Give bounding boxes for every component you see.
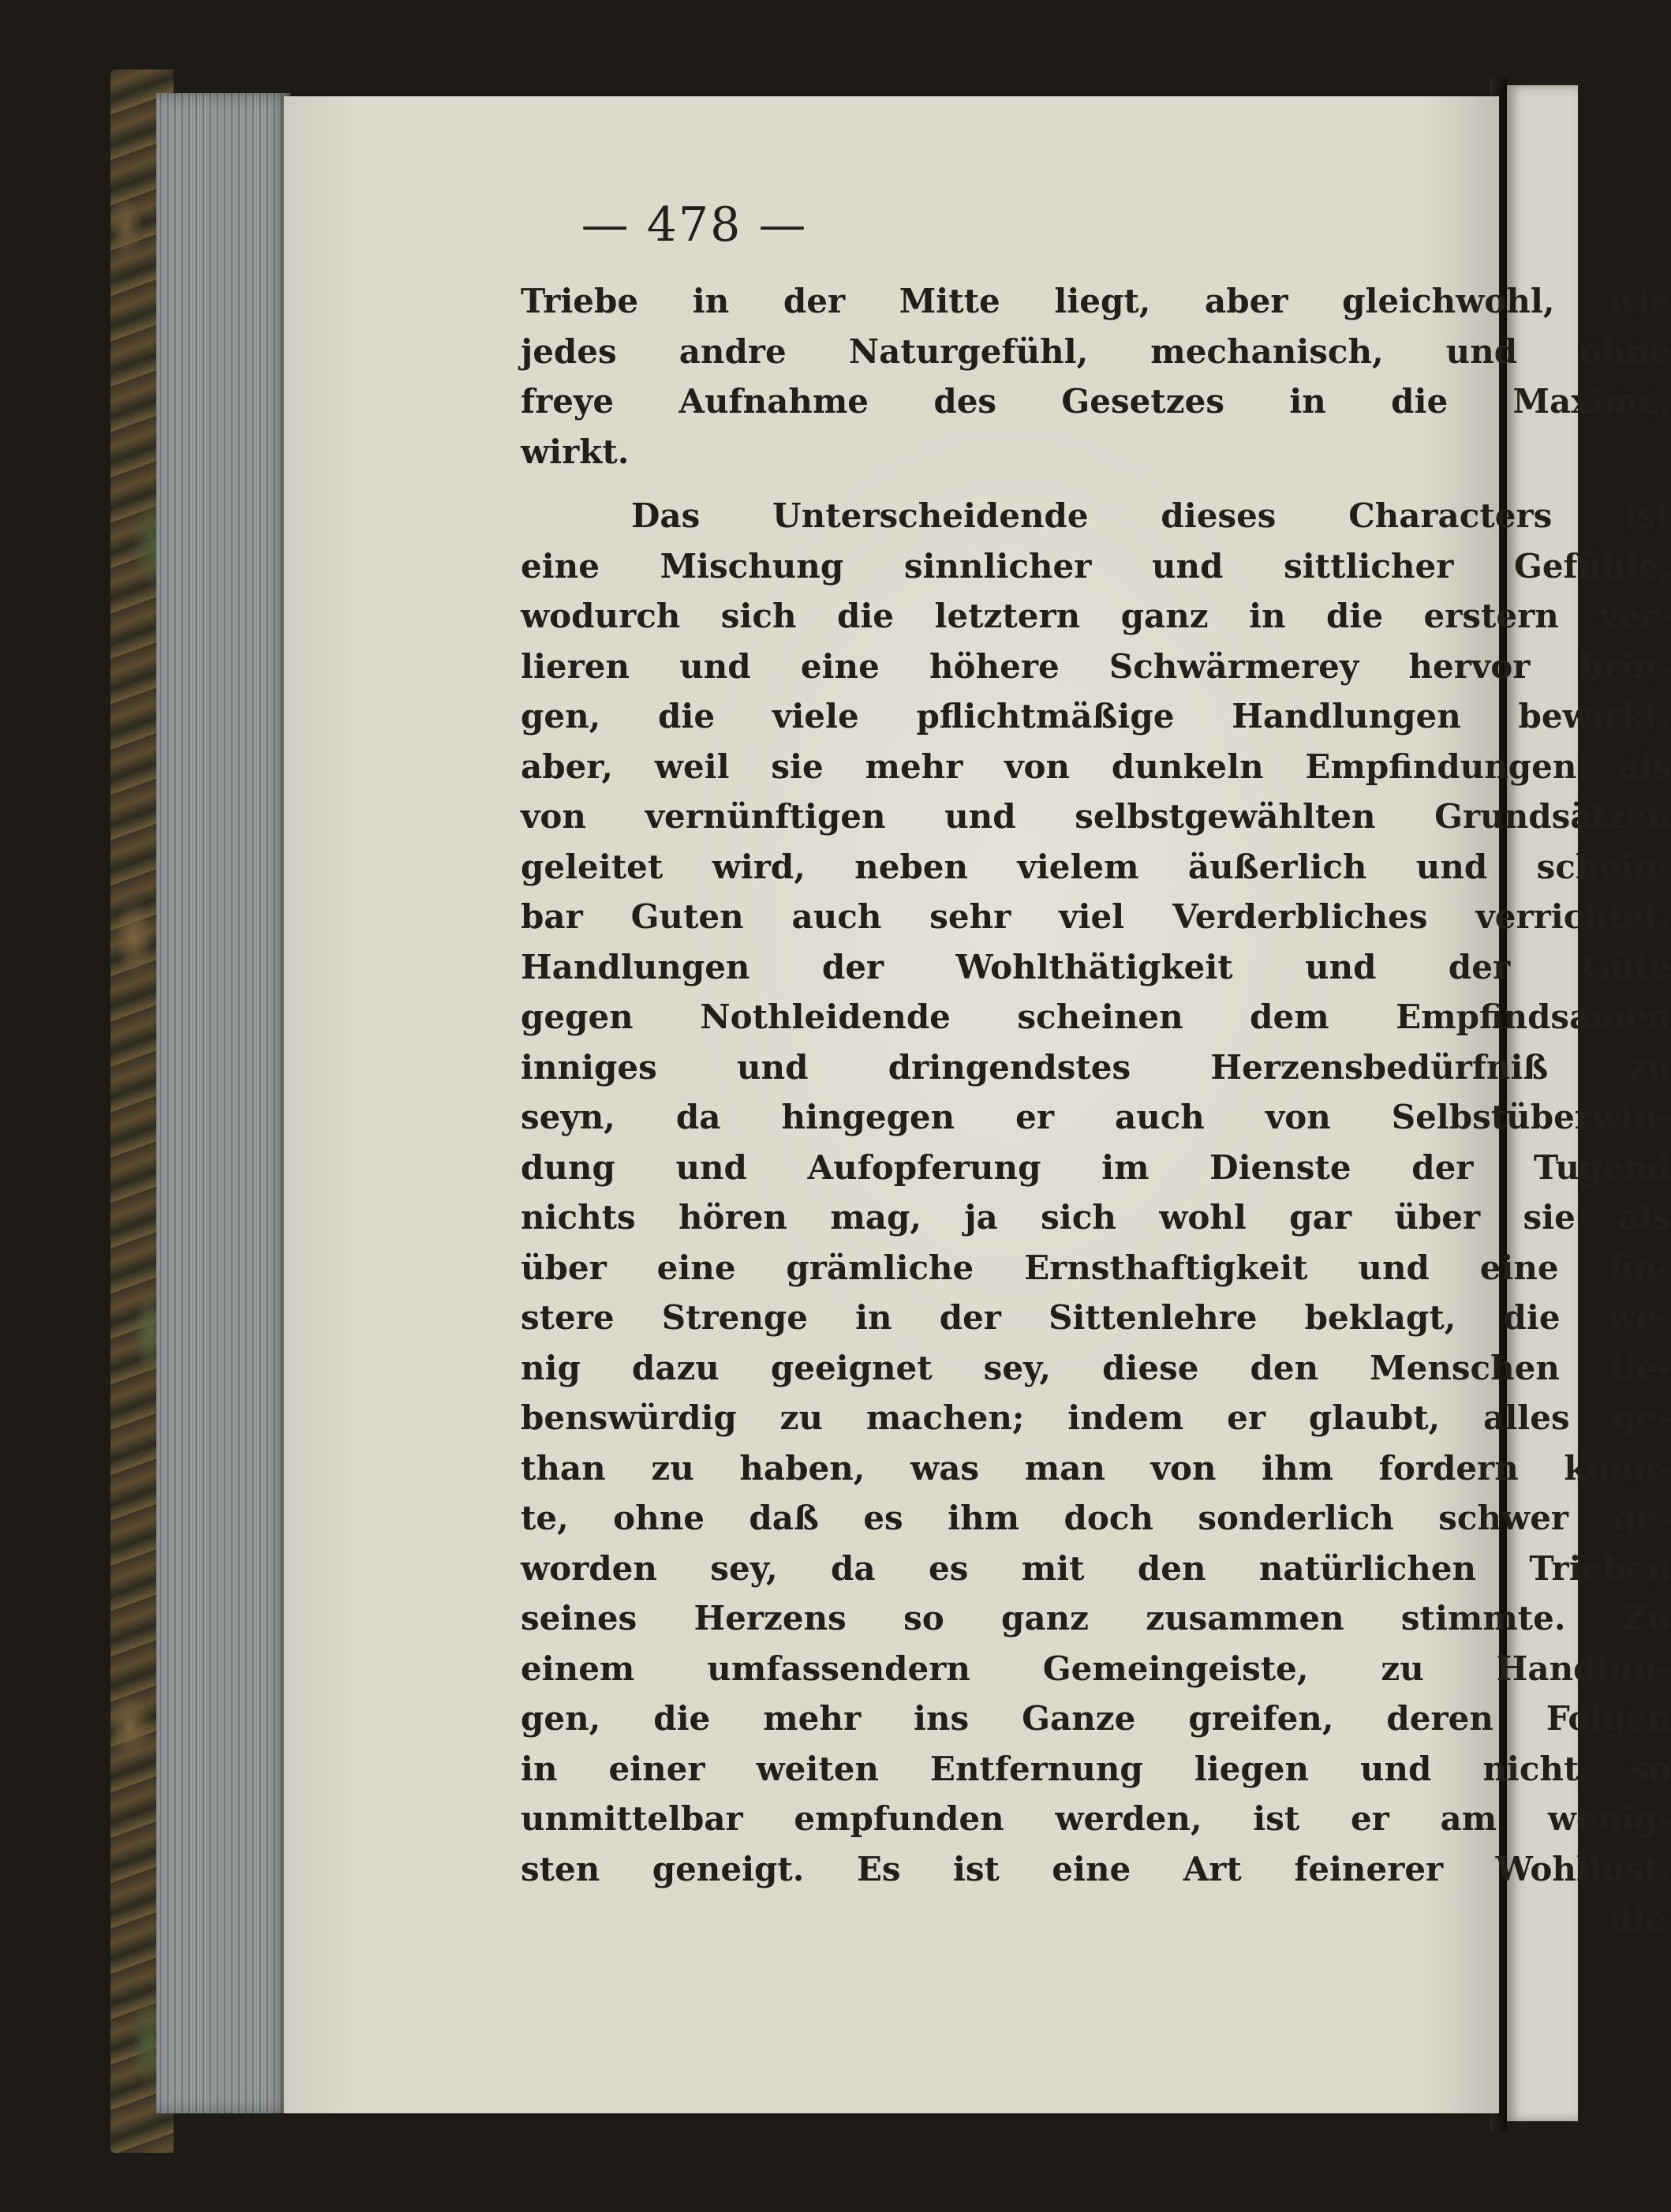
- text-line: geleitet wird, neben vielem äußerlich und schein-: [521, 847, 1671, 886]
- text-line: wodurch sich die letztern ganz in die erstern ver-: [521, 597, 1671, 635]
- text-line: seyn, da hingegen er auch von Selbstüberwin-: [521, 1098, 1671, 1136]
- catchword: die: [1609, 1899, 1666, 1938]
- text-line: Triebe in der Mitte liegt, aber gleichwohl, wie: [521, 282, 1671, 320]
- text-line: eine Mischung sinnlicher und sittlicher Gefühle,: [521, 546, 1671, 586]
- text-line: nichts hören mag, ja sich wohl gar über sie als: [521, 1198, 1671, 1237]
- text-line: freye Aufnahme des Gesetzes in die Maxime,: [521, 382, 1671, 421]
- text-line: bar Guten auch sehr viel Verderbliches verrichtet.: [521, 897, 1671, 936]
- paragraph-gap: [521, 477, 1671, 491]
- text-line: worden sey, da es mit den natürlichen Trieben: [521, 1548, 1671, 1588]
- text-line: jedes andre Naturgefühl, mechanisch, und ohne: [521, 331, 1671, 371]
- text-line: unmittelbar empfunden werden, ist er am wenig-: [521, 1799, 1671, 1838]
- text-line: te, ohne daß es ihm doch sonderlich schwer ge-: [521, 1499, 1671, 1537]
- text-line: über eine grämliche Ernsthaftigkeit und eine fin-: [521, 1248, 1671, 1287]
- text-line: gen, die viele pflichtmäßige Handlungen bewirkt,: [521, 697, 1671, 735]
- text-line: nig dazu geeignet sey, diese den Menschen lie-: [521, 1348, 1671, 1387]
- text-line: Handlungen der Wohlthätigkeit und der Güte: [521, 947, 1671, 986]
- text-line: than zu haben, was man von ihm fordern könn-: [521, 1448, 1671, 1488]
- text-line: dung und Aufopferung im Dienste der Tugend: [521, 1147, 1671, 1187]
- text-line: seines Herzens so ganz zusammen stimmte. Zu: [521, 1599, 1671, 1637]
- paragraph-1: [521, 276, 1671, 477]
- book-page: [284, 96, 1671, 2113]
- page-edges: [156, 93, 290, 2113]
- page-number: — 478 —: [581, 197, 808, 253]
- paragraph-2: [521, 491, 1671, 1894]
- text-line: benswürdig zu machen; indem er glaubt, alles ge-: [521, 1398, 1671, 1437]
- text-line: inniges und dringendstes Herzensbedürfniß zu: [521, 1047, 1671, 1087]
- text-line: Das Unterscheidende dieses Characters ist: [631, 496, 1671, 535]
- text-line: einem umfassendern Gemeingeiste, zu Handlun-: [521, 1649, 1671, 1688]
- text-line: sten geneigt. Es ist eine Art feinerer Wohllust,: [521, 1849, 1671, 1888]
- text-line: aber, weil sie mehr von dunkeln Empfindungen als: [521, 747, 1671, 786]
- page-text: [521, 276, 1671, 1944]
- text-line: von vernünftigen und selbstgewählten Grundsätzen: [521, 797, 1671, 836]
- text-line: gen, die mehr ins Ganze greifen, deren Folgen: [521, 1699, 1671, 1738]
- text-line: lieren und eine höhere Schwärmerey hervor brin-: [521, 646, 1671, 686]
- text-line: gegen Nothleidende scheinen dem Empfindsamen: [521, 997, 1671, 1036]
- text-line: in einer weiten Entfernung liegen und nicht so: [521, 1749, 1671, 1788]
- text-line: stere Strenge in der Sittenlehre beklagt, die we-: [521, 1298, 1671, 1337]
- text-line: wirkt.: [521, 432, 630, 471]
